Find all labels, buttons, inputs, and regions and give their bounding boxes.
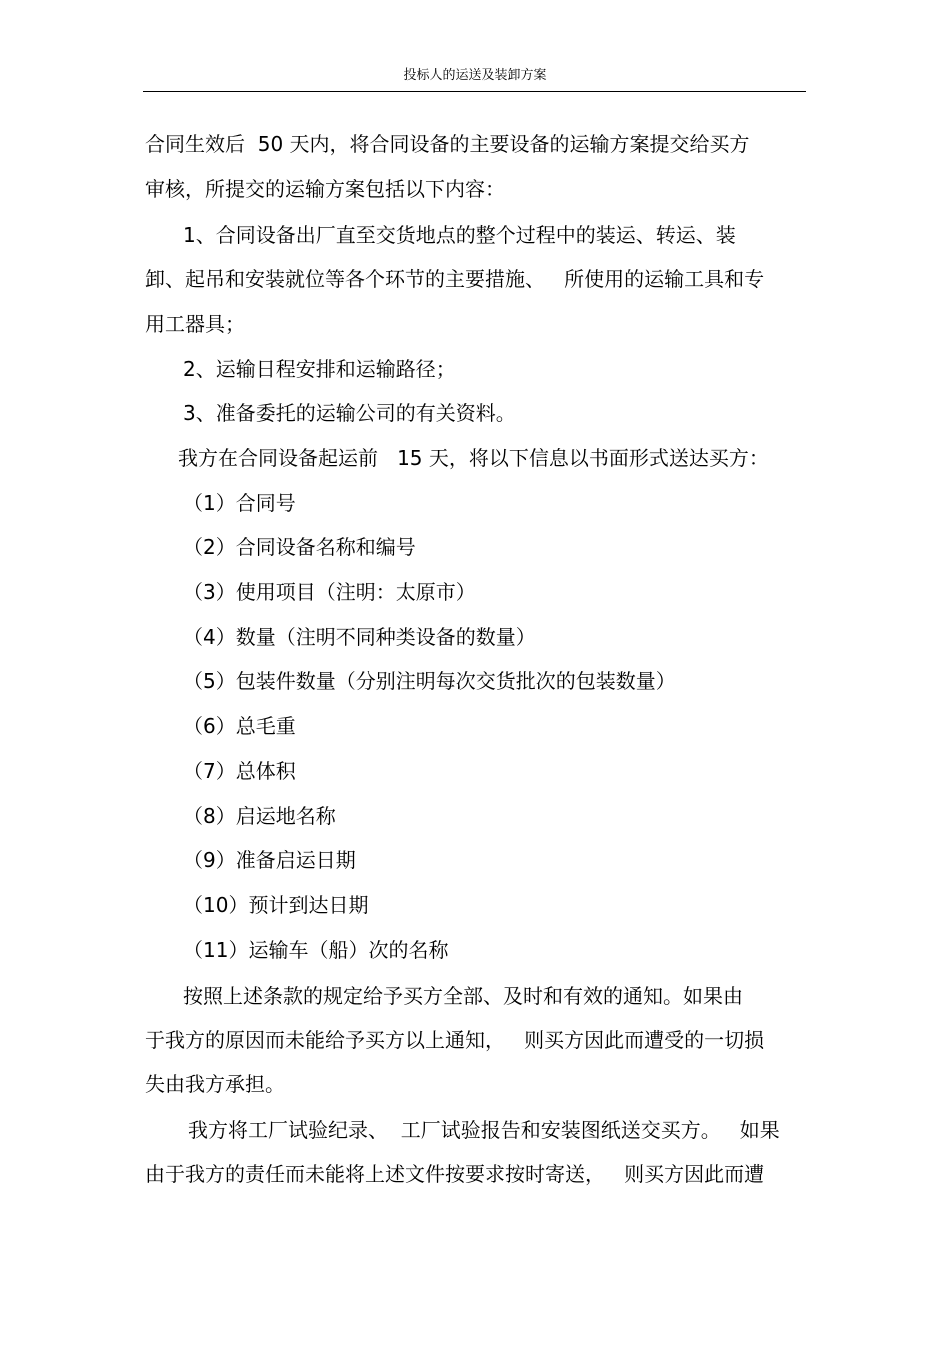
- body-line: 用工器具；: [145, 312, 245, 336]
- body-line: 2、运输日程安排和运输路径；: [183, 357, 456, 381]
- body-line: 1、合同设备出厂直至交货地点的整个过程中的装运、转运、装: [183, 223, 736, 247]
- body-line: 我方将工厂试验纪录、 工厂试验报告和安装图纸送交买方。 如果: [188, 1118, 780, 1142]
- body-line: 失由我方承担。: [145, 1072, 285, 1096]
- body-line: 3、准备委托的运输公司的有关资料。: [183, 401, 516, 425]
- list-item: （2）合同设备名称和编号: [183, 535, 416, 559]
- list-item: （6）总毛重: [183, 714, 296, 738]
- list-item: （8）启运地名称: [183, 804, 336, 828]
- list-item: （11）运输车（船）次的名称: [183, 938, 449, 962]
- list-item: （7）总体积: [183, 759, 296, 783]
- list-item: （3）使用项目（注明：太原市）: [183, 580, 476, 604]
- body-line: 于我方的原因而未能给予买方以上通知， 则买方因此而遭受的一切损: [145, 1028, 765, 1052]
- list-item: （10）预计到达日期: [183, 893, 369, 917]
- list-item: （9）准备启运日期: [183, 848, 356, 872]
- list-item: （1）合同号: [183, 491, 296, 515]
- body-line: 我方在合同设备起运前 15 天，将以下信息以书面形式送达买方：: [178, 446, 769, 470]
- body-line: 由于我方的责任而未能将上述文件按要求按时寄送， 则买方因此而遭: [145, 1162, 765, 1186]
- list-item: （5）包装件数量（分别注明每次交货批次的包装数量）: [183, 669, 676, 693]
- body-line: 卸、起吊和安装就位等各个环节的主要措施、 所使用的运输工具和专: [145, 267, 765, 291]
- list-item: （4）数量（注明不同种类设备的数量）: [183, 625, 536, 649]
- body-line: 审核，所提交的运输方案包括以下内容：: [145, 177, 505, 201]
- body-line: 合同生效后 50 天内，将合同设备的主要设备的运输方案提交给买方: [145, 132, 750, 156]
- page-header-title: 投标人的运送及装卸方案: [403, 68, 547, 83]
- header-divider: [143, 91, 806, 92]
- body-line: 按照上述条款的规定给予买方全部、及时和有效的通知。如果由: [183, 984, 743, 1008]
